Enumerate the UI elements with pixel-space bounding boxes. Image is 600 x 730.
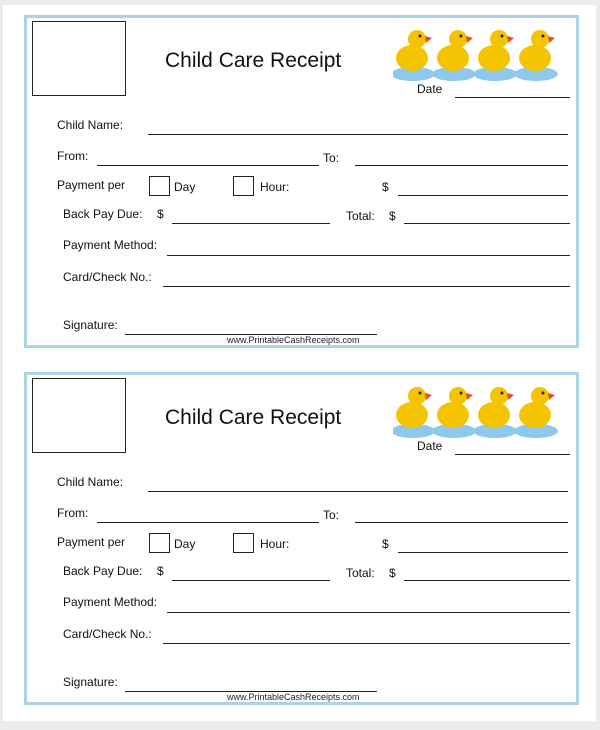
logo-placeholder-box xyxy=(32,378,126,453)
rate-currency-symbol: $ xyxy=(382,180,389,194)
duck-icon xyxy=(473,387,517,438)
duck-icon xyxy=(393,30,435,81)
to-field[interactable] xyxy=(355,165,568,166)
day-checkbox[interactable] xyxy=(149,533,170,553)
date-label: Date xyxy=(417,439,443,453)
day-label: Day xyxy=(174,180,196,194)
total-label: Total: xyxy=(346,566,375,580)
hour-label: Hour: xyxy=(260,537,290,551)
to-label: To: xyxy=(323,151,340,165)
back-pay-due-label: Back Pay Due: xyxy=(63,207,143,221)
from-field[interactable] xyxy=(97,165,319,166)
payment-per-label: Payment per xyxy=(57,178,126,192)
back-pay-currency-symbol: $ xyxy=(157,564,164,578)
back-pay-currency-symbol: $ xyxy=(157,207,164,221)
total-currency-symbol: $ xyxy=(389,209,396,223)
duck-icon xyxy=(393,387,435,438)
rate-amount-field[interactable] xyxy=(398,195,568,196)
duck-icon xyxy=(473,30,517,81)
hour-checkbox[interactable] xyxy=(233,176,254,196)
payment-per-label: Payment per xyxy=(57,535,126,549)
to-field[interactable] xyxy=(355,522,568,523)
total-label: Total: xyxy=(346,209,375,223)
rate-amount-field[interactable] xyxy=(398,552,568,553)
hour-checkbox[interactable] xyxy=(233,533,254,553)
day-label: Day xyxy=(174,537,196,551)
website-footer: www.PrintableCashReceipts.com xyxy=(227,335,360,345)
child-name-field[interactable] xyxy=(148,491,568,492)
back-pay-due-label: Back Pay Due: xyxy=(63,564,143,578)
from-label: From: xyxy=(57,149,89,163)
total-currency-symbol: $ xyxy=(389,566,396,580)
signature-label: Signature: xyxy=(63,675,118,689)
card-check-label: Card/Check No.: xyxy=(63,270,152,284)
total-field[interactable] xyxy=(404,580,570,581)
card-check-field[interactable] xyxy=(163,643,570,644)
receipt-1 xyxy=(24,15,579,348)
receipt-title: Child Care Receipt xyxy=(165,49,342,72)
logo-placeholder-box xyxy=(32,21,126,96)
from-label: From: xyxy=(57,506,89,520)
child-name-label: Child Name: xyxy=(57,118,124,132)
back-pay-field[interactable] xyxy=(172,580,330,581)
duck-icon xyxy=(514,387,558,438)
duck-icon xyxy=(432,30,476,81)
card-check-field[interactable] xyxy=(163,286,570,287)
child-name-label: Child Name: xyxy=(57,475,124,489)
payment-method-label: Payment Method: xyxy=(63,238,158,252)
total-field[interactable] xyxy=(404,223,570,224)
date-field[interactable] xyxy=(455,97,570,98)
day-checkbox[interactable] xyxy=(149,176,170,196)
website-footer: www.PrintableCashReceipts.com xyxy=(227,692,360,702)
receipt-2 xyxy=(24,372,579,705)
back-pay-field[interactable] xyxy=(172,223,330,224)
payment-method-field[interactable] xyxy=(167,255,570,256)
payment-method-label: Payment Method: xyxy=(63,595,158,609)
card-check-label: Card/Check No.: xyxy=(63,627,152,641)
to-label: To: xyxy=(323,508,340,522)
page-sheet xyxy=(3,5,596,721)
rate-currency-symbol: $ xyxy=(382,537,389,551)
date-field[interactable] xyxy=(455,454,570,455)
date-label: Date xyxy=(417,82,443,96)
duck-icon xyxy=(514,30,558,81)
receipt-title: Child Care Receipt xyxy=(165,406,342,429)
child-name-field[interactable] xyxy=(148,134,568,135)
rubber-ducks-image xyxy=(393,22,565,84)
signature-label: Signature: xyxy=(63,318,118,332)
from-field[interactable] xyxy=(97,522,319,523)
hour-label: Hour: xyxy=(260,180,290,194)
rubber-ducks-image xyxy=(393,379,565,441)
duck-icon xyxy=(432,387,476,438)
payment-method-field[interactable] xyxy=(167,612,570,613)
